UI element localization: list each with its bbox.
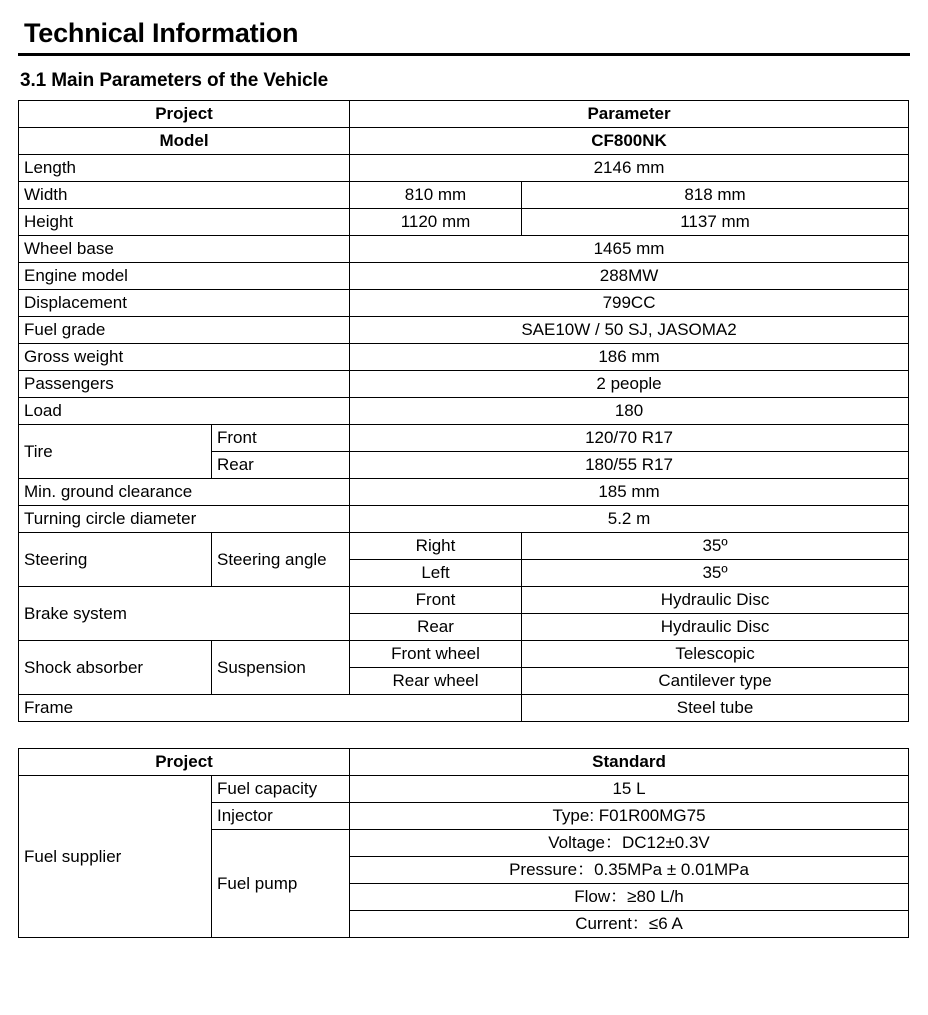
row-label-fuel-grade: Fuel grade bbox=[19, 317, 350, 344]
row-value-length: 2146 mm bbox=[350, 155, 909, 182]
table-row bbox=[19, 749, 909, 776]
row-label-width: Width bbox=[19, 182, 350, 209]
row-label-load: Load bbox=[19, 398, 350, 425]
row-value-engine-model: 288MW bbox=[350, 263, 909, 290]
page-title: Technical Information bbox=[24, 18, 299, 48]
row-value-shock-rear: Cantilever type bbox=[522, 668, 909, 695]
row-value-tire-front: 120/70 R17 bbox=[350, 425, 909, 452]
row-label-turning-circle: Turning circle diameter bbox=[19, 506, 350, 533]
row-label-steering: Steering bbox=[19, 533, 212, 587]
main-parameters-table bbox=[18, 100, 909, 722]
table-row bbox=[19, 695, 909, 722]
section-title: 3.1 Main Parameters of the Vehicle bbox=[20, 70, 329, 92]
row-label-ground-clearance: Min. ground clearance bbox=[19, 479, 350, 506]
row-value-fuel-pump-flow: Flow：≥80 L/h bbox=[350, 884, 909, 911]
row-value-fuel-grade: SAE10W / 50 SJ, JASOMA2 bbox=[350, 317, 909, 344]
table-row bbox=[19, 128, 909, 155]
row-value-fuel-pump-voltage: Voltage：DC12±0.3V bbox=[350, 830, 909, 857]
row-sublabel-tire-front: Front bbox=[212, 425, 350, 452]
row-sublabel-shock-rear: Rear wheel bbox=[350, 668, 522, 695]
row-label-fuel-supplier: Fuel supplier bbox=[19, 776, 212, 938]
table-row bbox=[19, 317, 909, 344]
row-value-steering-left: 35º bbox=[522, 560, 909, 587]
row-value-wheel-base: 1465 mm bbox=[350, 236, 909, 263]
row-label-brake-system: Brake system bbox=[19, 587, 350, 641]
row-label-passengers: Passengers bbox=[19, 371, 350, 398]
row-value-injector: Type: F01R00MG75 bbox=[350, 803, 909, 830]
table-row bbox=[19, 209, 909, 236]
row-label-displacement: Displacement bbox=[19, 290, 350, 317]
row-value-turning-circle: 5.2 m bbox=[350, 506, 909, 533]
row-sublabel-shock-front: Front wheel bbox=[350, 641, 522, 668]
table-spacer bbox=[18, 722, 910, 748]
row-label-shock-absorber: Shock absorber bbox=[19, 641, 212, 695]
fuel-supplier-table bbox=[18, 748, 909, 938]
row-label-wheel-base: Wheel base bbox=[19, 236, 350, 263]
table-row bbox=[19, 425, 909, 452]
row-value-model: CF800NK bbox=[350, 128, 909, 155]
table-row bbox=[19, 641, 909, 668]
table-row bbox=[19, 182, 909, 209]
table-row bbox=[19, 587, 909, 614]
row-sublabel-steering-angle: Steering angle bbox=[212, 533, 350, 587]
row-label-frame: Frame bbox=[19, 695, 522, 722]
table-row bbox=[19, 371, 909, 398]
row-value-passengers: 2 people bbox=[350, 371, 909, 398]
header-parameter: Parameter bbox=[350, 101, 909, 128]
table-row bbox=[19, 479, 909, 506]
row-value-tire-rear: 180/55 R17 bbox=[350, 452, 909, 479]
row-sublabel-fuel-capacity: Fuel capacity bbox=[212, 776, 350, 803]
row-label-height: Height bbox=[19, 209, 350, 236]
row-label-engine-model: Engine model bbox=[19, 263, 350, 290]
header-project-2: Project bbox=[19, 749, 350, 776]
row-value-fuel-pump-current: Current：≤6 A bbox=[350, 911, 909, 938]
row-value-shock-front: Telescopic bbox=[522, 641, 909, 668]
row-value-frame: Steel tube bbox=[522, 695, 909, 722]
row-value-brake-rear: Hydraulic Disc bbox=[522, 614, 909, 641]
table-row bbox=[19, 533, 909, 560]
table-row bbox=[19, 344, 909, 371]
row-value-gross-weight: 186 mm bbox=[350, 344, 909, 371]
row-label-length: Length bbox=[19, 155, 350, 182]
table-row bbox=[19, 263, 909, 290]
row-value-steering-right: 35º bbox=[522, 533, 909, 560]
row-value-width-b: 818 mm bbox=[522, 182, 909, 209]
table-row bbox=[19, 101, 909, 128]
row-sublabel-steering-left: Left bbox=[350, 560, 522, 587]
table-row bbox=[19, 776, 909, 803]
row-value-fuel-capacity: 15 L bbox=[350, 776, 909, 803]
row-value-displacement: 799CC bbox=[350, 290, 909, 317]
row-value-width-a: 810 mm bbox=[350, 182, 522, 209]
table-row bbox=[19, 236, 909, 263]
table-row bbox=[19, 398, 909, 425]
row-sublabel-brake-rear: Rear bbox=[350, 614, 522, 641]
row-value-ground-clearance: 185 mm bbox=[350, 479, 909, 506]
row-sublabel-brake-front: Front bbox=[350, 587, 522, 614]
row-label-model: Model bbox=[19, 128, 350, 155]
row-sublabel-fuel-pump: Fuel pump bbox=[212, 830, 350, 938]
title-divider bbox=[18, 53, 910, 56]
table-row bbox=[19, 290, 909, 317]
header-standard: Standard bbox=[350, 749, 909, 776]
row-value-load: 180 bbox=[350, 398, 909, 425]
row-label-tire: Tire bbox=[19, 425, 212, 479]
row-value-height-a: 1120 mm bbox=[350, 209, 522, 236]
row-sublabel-tire-rear: Rear bbox=[212, 452, 350, 479]
table-row bbox=[19, 155, 909, 182]
header-project: Project bbox=[19, 101, 350, 128]
row-sublabel-steering-right: Right bbox=[350, 533, 522, 560]
row-value-fuel-pump-pressure: Pressure：0.35MPa ± 0.01MPa bbox=[350, 857, 909, 884]
row-value-height-b: 1137 mm bbox=[522, 209, 909, 236]
row-label-gross-weight: Gross weight bbox=[19, 344, 350, 371]
row-value-brake-front: Hydraulic Disc bbox=[522, 587, 909, 614]
row-sublabel-injector: Injector bbox=[212, 803, 350, 830]
row-sublabel-suspension: Suspension bbox=[212, 641, 350, 695]
table-row bbox=[19, 506, 909, 533]
